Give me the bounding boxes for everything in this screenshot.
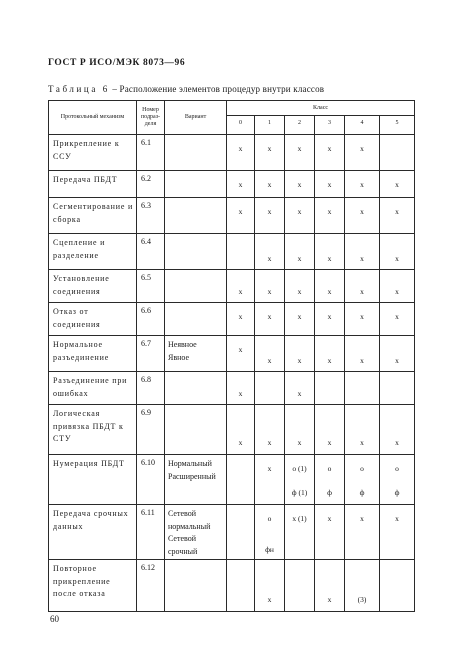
- class-mark: х: [395, 254, 399, 263]
- class-1-cell: [255, 198, 285, 234]
- class-mark: х: [395, 312, 399, 321]
- class-1-cell: [255, 405, 285, 455]
- variant-cell: [165, 560, 227, 612]
- variant-cell: [165, 198, 227, 234]
- mechanism-cell: Передача срочных данных: [49, 505, 137, 560]
- class-0-cell: [227, 303, 255, 336]
- class-5-cell: [380, 135, 415, 171]
- class-1-cell: [255, 270, 285, 303]
- class-mark: о (1): [292, 464, 307, 473]
- class-mark: х: [297, 438, 302, 447]
- class-mark: (3): [357, 595, 367, 604]
- class-4-cell: [345, 405, 380, 455]
- subsection-cell: 6.6: [137, 303, 165, 336]
- page-number: 60: [50, 614, 59, 624]
- table-row: [49, 372, 415, 405]
- class-header-1: 1: [255, 116, 285, 135]
- table-caption-text: – Расположение элементов процедур внутри классов: [109, 84, 325, 94]
- class-2-cell: [285, 505, 315, 560]
- class-mark: х: [395, 180, 399, 189]
- mechanism-cell: Сцепление и разделение: [49, 234, 137, 270]
- class-mark: х: [327, 356, 332, 365]
- class-3-cell: [315, 336, 345, 372]
- table-row: [49, 303, 415, 336]
- class-header-4: 4: [345, 116, 380, 135]
- class-mark: х: [360, 180, 364, 189]
- column-header-subsection: Номер подраз-деля: [137, 101, 165, 135]
- class-mark: х: [327, 180, 332, 189]
- table-row: [49, 198, 415, 234]
- subsection-cell: 6.1: [137, 135, 165, 171]
- mechanism-cell: Нормальное разъединение: [49, 336, 137, 372]
- class-mark: о: [360, 464, 364, 473]
- class-mark: х: [297, 144, 302, 153]
- class-mark: о: [395, 464, 399, 473]
- subsection-cell: 6.10: [137, 455, 165, 505]
- class-3-cell: [315, 505, 345, 560]
- mechanism-cell: Сегментирование и сборка: [49, 198, 137, 234]
- variant-cell: [165, 135, 227, 171]
- variant-cell: [165, 234, 227, 270]
- class-mark: х: [267, 180, 272, 189]
- class-mark: х: [267, 144, 272, 153]
- class-3-cell: [315, 405, 345, 455]
- class-mark: х: [267, 254, 272, 263]
- class-3-cell: [315, 135, 345, 171]
- class-mark: х: [267, 287, 272, 296]
- subsection-cell: 6.4: [137, 234, 165, 270]
- class-mark: х: [360, 287, 364, 296]
- class-mark: х: [238, 389, 243, 398]
- class-0-cell: [227, 234, 255, 270]
- class-mark: х: [395, 356, 399, 365]
- class-mark: х: [297, 207, 302, 216]
- class-3-cell: [315, 455, 345, 505]
- class-mark: х: [238, 345, 243, 354]
- class-2-cell: [285, 234, 315, 270]
- class-header-5: 5: [380, 116, 415, 135]
- variant-cell: [165, 372, 227, 405]
- class-mark: о: [327, 464, 332, 473]
- column-header-class: Класс: [227, 101, 415, 116]
- class-0-cell: [227, 560, 255, 612]
- mechanism-cell: Отказ от соединения: [49, 303, 137, 336]
- class-4-cell: [345, 171, 380, 198]
- mechanism-cell: Нумерация ПБДТ: [49, 455, 137, 505]
- class-mark: ф: [359, 488, 365, 497]
- table-row: [49, 270, 415, 303]
- class-0-cell: [227, 198, 255, 234]
- document-header: ГОСТ Р ИСО/МЭК 8073—96: [48, 58, 186, 68]
- class-mark: х: [238, 180, 243, 189]
- class-0-cell: [227, 455, 255, 505]
- class-2-cell: [285, 198, 315, 234]
- class-5-cell: [380, 234, 415, 270]
- class-3-cell: [315, 270, 345, 303]
- class-2-cell: [285, 372, 315, 405]
- class-5-cell: [380, 405, 415, 455]
- class-mark: х: [327, 312, 332, 321]
- mechanism-cell: Передача ПБДТ: [49, 171, 137, 198]
- mechanism-cell: Установление соединения: [49, 270, 137, 303]
- class-4-cell: [345, 135, 380, 171]
- table-body: [49, 135, 415, 612]
- subsection-cell: 6.12: [137, 560, 165, 612]
- class-mark: ф: [394, 488, 400, 497]
- variant-cell: [165, 171, 227, 198]
- class-5-cell: [380, 505, 415, 560]
- class-mark: ф: [327, 488, 332, 497]
- class-3-cell: [315, 303, 345, 336]
- class-0-cell: [227, 171, 255, 198]
- mechanism-cell: Логическая привязка ПБДТ к СТУ: [49, 405, 137, 455]
- class-header-0: 0: [227, 116, 255, 135]
- class-mark: х: [238, 438, 243, 447]
- class-mark: х: [360, 356, 364, 365]
- class-2-cell: [285, 405, 315, 455]
- table-caption-lead: Таблица 6: [48, 84, 110, 94]
- class-mark: х: [360, 312, 364, 321]
- class-header-3: 3: [315, 116, 345, 135]
- class-4-cell: [345, 303, 380, 336]
- class-4-cell: [345, 336, 380, 372]
- class-mark: ф (1): [291, 488, 308, 497]
- class-2-cell: [285, 560, 315, 612]
- class-1-cell: [255, 336, 285, 372]
- class-5-cell: [380, 198, 415, 234]
- class-0-cell: [227, 405, 255, 455]
- class-1-cell: [255, 135, 285, 171]
- class-2-cell: [285, 270, 315, 303]
- subsection-cell: 6.11: [137, 505, 165, 560]
- subsection-cell: 6.5: [137, 270, 165, 303]
- class-3-cell: [315, 198, 345, 234]
- variant-cell: Неявное Явное: [165, 336, 227, 372]
- class-0-cell: [227, 372, 255, 405]
- class-1-cell: [255, 171, 285, 198]
- class-5-cell: [380, 270, 415, 303]
- table-row: [49, 234, 415, 270]
- class-mark: х: [297, 254, 302, 263]
- class-4-cell: [345, 560, 380, 612]
- table-row: [49, 135, 415, 171]
- class-mark: х: [238, 312, 243, 321]
- class-mark: х: [238, 207, 243, 216]
- class-mark: х (1): [292, 514, 307, 523]
- class-2-cell: [285, 303, 315, 336]
- class-0-cell: [227, 135, 255, 171]
- class-mark: х: [238, 287, 243, 296]
- class-mark: х: [360, 144, 364, 153]
- table-row: [49, 171, 415, 198]
- class-mark: х: [395, 514, 399, 523]
- class-mark: х: [360, 254, 364, 263]
- class-mark: х: [395, 438, 399, 447]
- procedure-elements-table: [48, 100, 415, 612]
- class-mark: х: [267, 356, 272, 365]
- class-3-cell: [315, 560, 345, 612]
- class-3-cell: [315, 372, 345, 405]
- class-4-cell: [345, 270, 380, 303]
- class-mark: о: [267, 514, 272, 523]
- class-5-cell: [380, 560, 415, 612]
- subsection-cell: 6.3: [137, 198, 165, 234]
- class-3-cell: [315, 171, 345, 198]
- class-1-cell: [255, 505, 285, 560]
- class-mark: х: [360, 207, 364, 216]
- variant-cell: [165, 405, 227, 455]
- class-mark: х: [267, 207, 272, 216]
- class-mark: х: [327, 438, 332, 447]
- class-1-cell: [255, 303, 285, 336]
- class-mark: х: [238, 144, 243, 153]
- class-0-cell: [227, 505, 255, 560]
- class-mark: х: [267, 464, 272, 473]
- class-mark: х: [267, 595, 272, 604]
- class-mark: х: [267, 438, 272, 447]
- class-mark: х: [327, 287, 332, 296]
- subsection-cell: 6.8: [137, 372, 165, 405]
- class-1-cell: [255, 372, 285, 405]
- variant-cell: [165, 270, 227, 303]
- class-0-cell: [227, 270, 255, 303]
- class-mark: х: [297, 389, 302, 398]
- variant-cell: [165, 303, 227, 336]
- table-row: [49, 505, 415, 560]
- class-0-cell: [227, 336, 255, 372]
- class-mark: х: [327, 595, 332, 604]
- mechanism-cell: Прикрепление к ССУ: [49, 135, 137, 171]
- class-mark: х: [327, 144, 332, 153]
- class-2-cell: [285, 336, 315, 372]
- variant-cell: Нормальный Расширенный: [165, 455, 227, 505]
- variant-cell: Сетевой нормальный Сетевой срочный: [165, 505, 227, 560]
- class-4-cell: [345, 505, 380, 560]
- table-row: [49, 405, 415, 455]
- class-3-cell: [315, 234, 345, 270]
- class-4-cell: [345, 455, 380, 505]
- class-mark: х: [395, 287, 399, 296]
- class-1-cell: [255, 234, 285, 270]
- class-mark: х: [267, 312, 272, 321]
- class-2-cell: [285, 135, 315, 171]
- class-mark: х: [327, 207, 332, 216]
- class-1-cell: [255, 560, 285, 612]
- class-mark: х: [395, 207, 399, 216]
- column-header-variant: Вариант: [165, 101, 227, 135]
- class-mark: х: [297, 180, 302, 189]
- class-5-cell: [380, 455, 415, 505]
- subsection-cell: 6.2: [137, 171, 165, 198]
- subsection-cell: 6.7: [137, 336, 165, 372]
- table-row: [49, 455, 415, 505]
- mechanism-cell: Повторное прикрепление после отказа: [49, 560, 137, 612]
- class-1-cell: [255, 455, 285, 505]
- class-2-cell: [285, 171, 315, 198]
- mechanism-cell: Разъединение при ошибках: [49, 372, 137, 405]
- class-mark: х: [327, 254, 332, 263]
- table-row: [49, 560, 415, 612]
- table-caption: [48, 84, 324, 94]
- class-2-cell: [285, 455, 315, 505]
- column-header-mechanism: Протокольный механизм: [49, 101, 137, 135]
- class-4-cell: [345, 372, 380, 405]
- class-5-cell: [380, 303, 415, 336]
- class-5-cell: [380, 171, 415, 198]
- class-mark: фн: [265, 545, 274, 554]
- class-header-2: 2: [285, 116, 315, 135]
- class-mark: х: [360, 514, 364, 523]
- class-4-cell: [345, 198, 380, 234]
- class-mark: х: [327, 514, 332, 523]
- subsection-cell: 6.9: [137, 405, 165, 455]
- class-5-cell: [380, 336, 415, 372]
- class-mark: х: [297, 287, 302, 296]
- class-4-cell: [345, 234, 380, 270]
- class-mark: х: [360, 438, 364, 447]
- table-row: [49, 336, 415, 372]
- class-5-cell: [380, 372, 415, 405]
- class-mark: х: [297, 356, 302, 365]
- class-mark: х: [297, 312, 302, 321]
